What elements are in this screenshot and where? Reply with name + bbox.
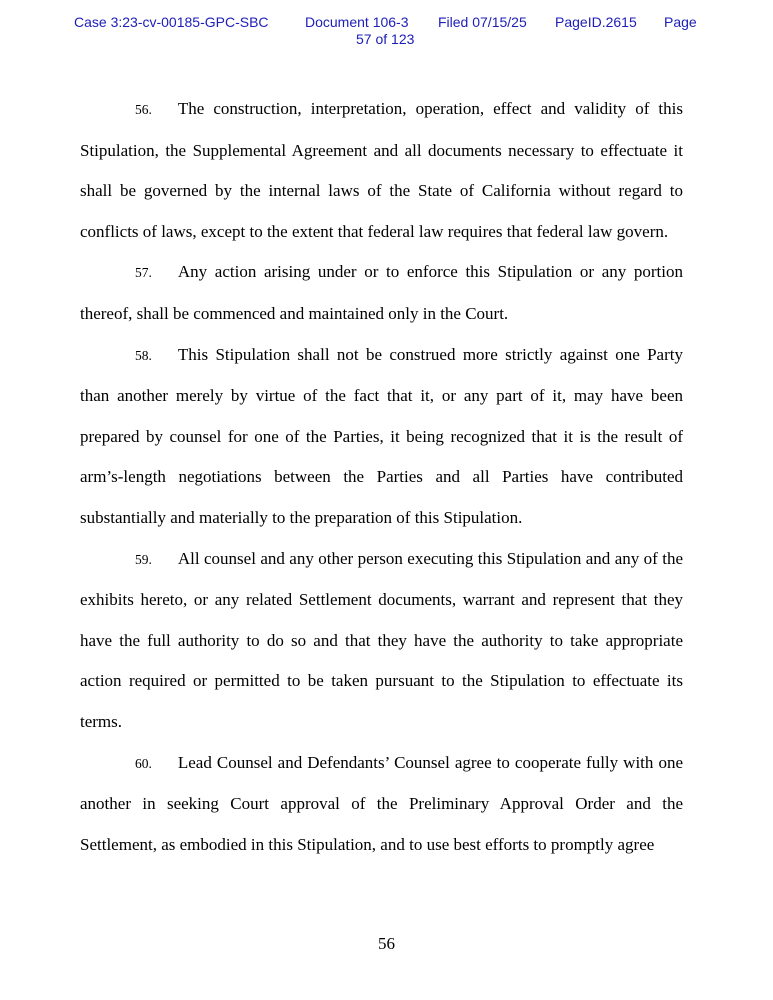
paragraph-number: 60.	[135, 755, 152, 771]
paragraph-text: Any action arising under or to enforce this Stipulation or any portion thereof, shall be commenced and maintained only in the Court.	[80, 262, 683, 323]
paragraph-60	[80, 743, 683, 866]
document-number: Document 106-3	[305, 14, 409, 30]
paragraph-number: 58.	[135, 347, 152, 363]
filing-header	[0, 14, 773, 48]
paragraph-58	[80, 335, 683, 539]
paragraph-text: The construction, interpretation, operation, effect and validity of this Stipulation, the Supplemental Agreement and all documents necessary to effectuate it shall be governed by the internal laws of the State of California without regard to conflicts of laws, except to the extent that federal law requires that federal law govern.	[80, 99, 683, 241]
paragraph-56	[80, 89, 683, 252]
paragraph-59	[80, 539, 683, 743]
paragraph-number: 57.	[135, 265, 152, 281]
paragraph-number: 59.	[135, 551, 152, 567]
paragraph-number: 56.	[135, 102, 152, 117]
paragraph-text: This Stipulation shall not be construed more strictly against one Party than another merely by virtue of the fact that it, or any part of it, may have been prepared by counsel for one of the Parties, it being recognized that it is the result of arm’s-length negotiations between the Parties and all Parties have contributed substantially and materially to the preparation of this Stipulation.	[80, 344, 683, 527]
page-id: PageID.2615	[555, 14, 637, 30]
page-of-count: 57 of 123	[356, 31, 415, 47]
paragraph-text: Lead Counsel and Defendants’ Counsel agree to cooperate fully with one another in seeking Court approval of the Preliminary Approval Order and the Settlement, as embodied in this Stipulation, and to use best efforts to promptly agree	[80, 752, 683, 854]
document-body	[80, 89, 683, 865]
paragraph-text: All counsel and any other person executing this Stipulation and any of the exhibits hereto, or any related Settlement documents, warrant and represent that they have the full authority to do so and that they have the authority to take appropriate action required or permitted to be taken pursuant to the Stipulation to effectuate its terms.	[80, 548, 683, 731]
page-label: Page	[664, 14, 697, 30]
paragraph-57	[80, 252, 683, 334]
page-number: 56	[378, 934, 395, 953]
case-number: Case 3:23-cv-00185-GPC-SBC	[74, 14, 269, 30]
filed-date: Filed 07/15/25	[438, 14, 527, 30]
